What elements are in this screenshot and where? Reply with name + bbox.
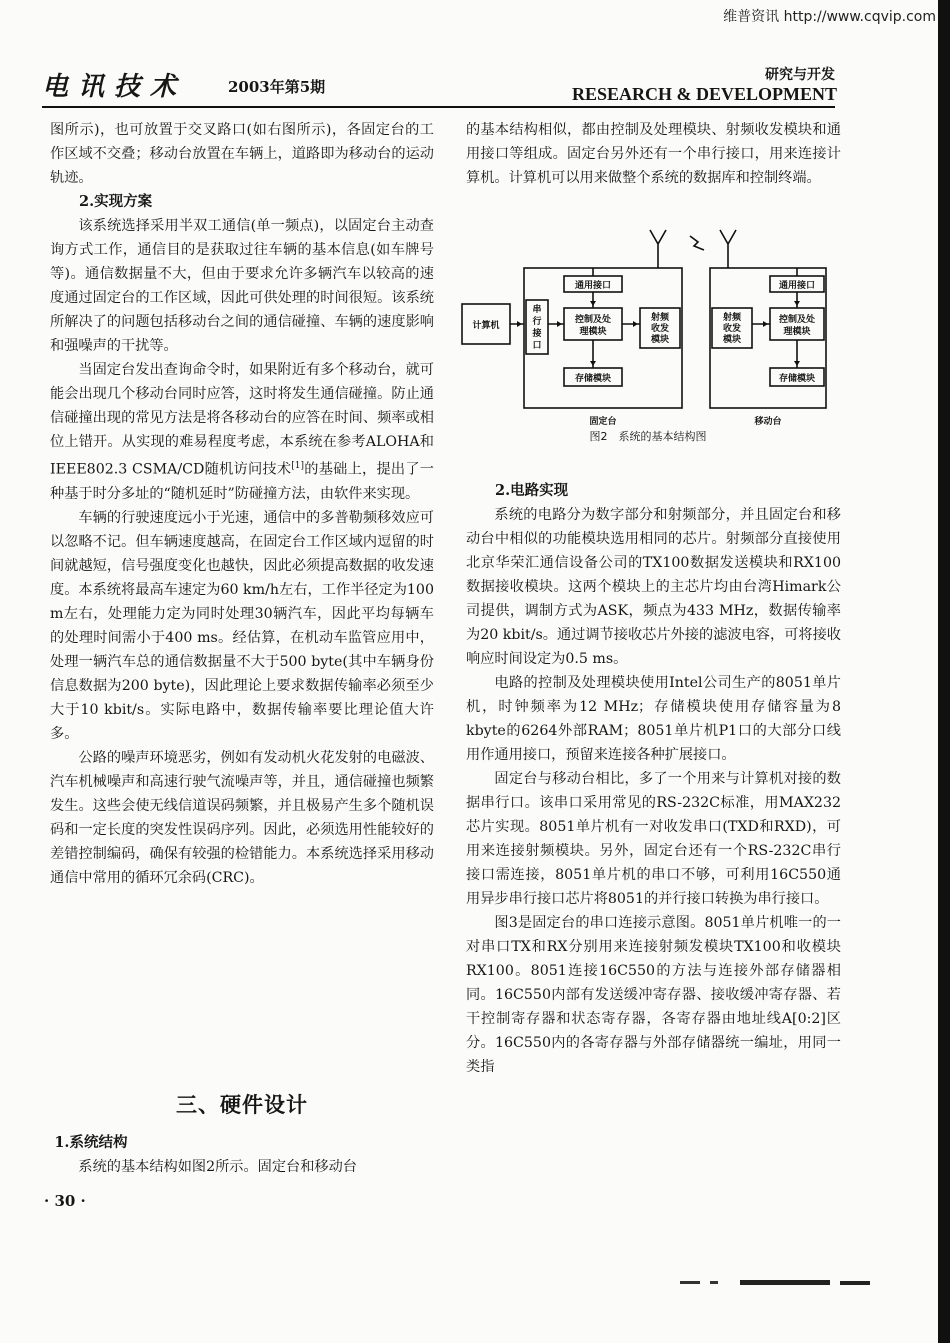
- paragraph: 该系统选择采用半双工通信(单一频点)，以固定台主动查询方式工作，通信目的是获取过往车辆的基本信息(如车牌号等)。通信数据量不大，但由于要求允许多辆汽车以较高的速度通过固定台的工作区域，因此可供处理的时间很短。该系统所解决了的问题包括移动台之间的通信碰撞、车辆的速度影响和强噪声的干扰等。: [50, 218, 434, 354]
- rf-label: 模块: [650, 335, 670, 345]
- paragraph: 图所示)，也可放置于交叉路口(如右图所示)，各固定台的工作区域不交叠；移动台放置在车辆上，道路即为移动台的运动轨迹。: [50, 122, 434, 186]
- storage-label: 存储模块: [574, 374, 612, 384]
- header-rule: [42, 106, 835, 108]
- serial-if-char: 串: [532, 305, 542, 315]
- paragraph: 系统的基本结构如图2所示。固定台和移动台: [78, 1159, 357, 1175]
- journal-name: 电讯技术: [42, 72, 187, 102]
- fixed-station-label: 固定台: [589, 417, 617, 427]
- paragraph: 系统的电路分为数字部分和射频部分，并且固定台和移动台中相似的功能模块选用相同的芯片。射频部分直接使用北京华荣汇通信设备公司的TX100数据发送模块和RX100数据接收模块。这两个模块上的主芯片均由台湾Himark公司提供，调制方式为ASK，频点为433 MHz，数据传输率为20 kbit/s。通过调节接收芯片外接的滤波电容，可将接收响应时间设定为0.5 ms。: [466, 507, 841, 667]
- antenna-right-icon: [720, 230, 736, 268]
- watermark: 维普资讯 http://www.cqvip.com: [723, 9, 936, 25]
- scan-artifact: [680, 1280, 880, 1286]
- rf-label: 射频: [722, 313, 742, 323]
- subsection-heading: 1.系统结构: [54, 1134, 128, 1151]
- rf-label: 收发: [650, 324, 670, 334]
- subsection-heading: 2.实现方案: [79, 193, 153, 210]
- general-if-label: 通用接口: [574, 281, 612, 291]
- antenna-left-icon: [650, 230, 666, 268]
- figure-2-diagram: [458, 228, 838, 453]
- paragraph: 电路的控制及处理模块使用Intel公司生产的8051单片机，时钟频率为12 MHz；存储模块使用存储容量为8 kbyte的6264外部RAM；8051单片机P1口的大部分口线用作通用接口，预留来连接各种扩展接口。: [466, 675, 841, 763]
- computer-label: 计算机: [472, 321, 500, 331]
- rf-label: 模块: [722, 335, 742, 345]
- left-column: [50, 118, 434, 890]
- general-if-label: 通用接口: [778, 281, 816, 291]
- serial-if-char: 口: [532, 341, 542, 351]
- control-label: 控制及处: [574, 315, 612, 325]
- control-label: 理模块: [783, 327, 811, 337]
- paragraph: 公路的噪声环境恶劣，例如有发动机火花发射的电磁波、汽车机械噪声和高速行驶气流噪声等，并且，通信碰撞也频繁发生。这些会使无线信道误码频繁，并且极易产生多个随机误码和一定长度的突发性误码序列。因此，必须选用性能较好的差错控制编码，确保有较强的检错能力。本系统选择采用移动通信中常用的循环冗余码(CRC)。: [50, 749, 434, 886]
- paragraph: [50, 358, 434, 506]
- mobile-station-label: 移动台: [754, 417, 782, 427]
- serial-if-char: 接: [532, 329, 542, 339]
- section-label-en: RESEARCH & DEVELOPMENT: [571, 84, 837, 104]
- figure-caption: 图2 系统的基本结构图: [589, 430, 707, 443]
- page-number: · 30 ·: [44, 1192, 86, 1210]
- paragraph-text: 的基础上，提出了一种基于时分多址的“随机延时”防碰撞方法，由软件来实现。: [50, 461, 434, 502]
- rf-label: 射频: [650, 313, 670, 323]
- left-column-bottom: [50, 1131, 434, 1179]
- subsection-heading: 2.电路实现: [495, 482, 569, 499]
- paragraph: 的基本结构相似，都由控制及处理模块、射频收发模块和通用接口等组成。固定台另外还有一个串行接口，用来连接计算机。计算机可以用来做整个系统的数据库和控制终端。: [466, 122, 841, 186]
- section-label-cn: 研究与开发: [765, 67, 835, 83]
- rf-label: 收发: [722, 324, 742, 334]
- serial-if-char: 行: [532, 317, 542, 327]
- paragraph: 固定台与移动台相比，多了一个用来与计算机对接的数据串行口。该串口采用常见的RS-232C标准，用MAX232芯片实现。8051单片机有一对收发串口(TXD和RXD)，可用来连接射频模块。另外，固定台还有一个RS-232C串行接口需连接，8051单片机的串口不够，可利用16C550通用异步串行接口芯片将8051的并行接口转换为串行接口。: [466, 771, 841, 907]
- radio-wave-icon: [690, 236, 704, 250]
- issue-label: 2003年第5期: [228, 78, 326, 96]
- section-title: 三、硬件设计: [176, 1092, 308, 1117]
- storage-label: 存储模块: [778, 374, 816, 384]
- control-label: 控制及处: [778, 315, 816, 325]
- scan-edge: [938, 0, 950, 1343]
- paragraph: 图3是固定台的串口连接示意图。8051单片机唯一的一对串口TX和RX分别用来连接射频发模块TX100和收模块RX100。8051连接16C550的方法与连接外部存储器相同。16C550内部有发送缓冲寄存器、接收缓冲寄存器、若干控制寄存器和状态寄存器，各寄存器由地址线A[0:2]区分。16C550内的各寄存器与外部存储器统一编址，用同一类指: [466, 915, 841, 1075]
- paragraph-text: 当固定台发出查询命令时，如果附近有多个移动台，就可能会出现几个移动台同时应答，这时将发生通信碰撞。防止通信碰撞出现的常见方法是将各移动台的应答在时间、频率或相位上错开。从实现的难易程度考虑，本系统在参考ALOHA和IEEE802.3 CSMA/CD随机访问技术: [50, 362, 434, 478]
- citation-ref: [1]: [291, 461, 305, 471]
- paragraph: 车辆的行驶速度远小于光速，通信中的多普勒频移效应可以忽略不记。但车辆速度越高，在固定台工作区域内逗留的时间就越短，信号强度变化也越快，因此必须提高数据的收发速度。本系统将最高车速定为60 km/h左右，工作半径定为100 m左右，处理能力定为同时处理30辆汽车，因此平均每辆车的处理时间需小于400 ms。经估算，在机动车监管应用中，处理一辆汽车总的通信数据量不大于500 byte(其中车辆身份信息数据为200 byte)，因此理论上要求数据传输率必须至少大于10 kbit/s。实际电路中，数据传输率要比理论值大许多。: [50, 509, 434, 742]
- control-label: 理模块: [579, 327, 607, 337]
